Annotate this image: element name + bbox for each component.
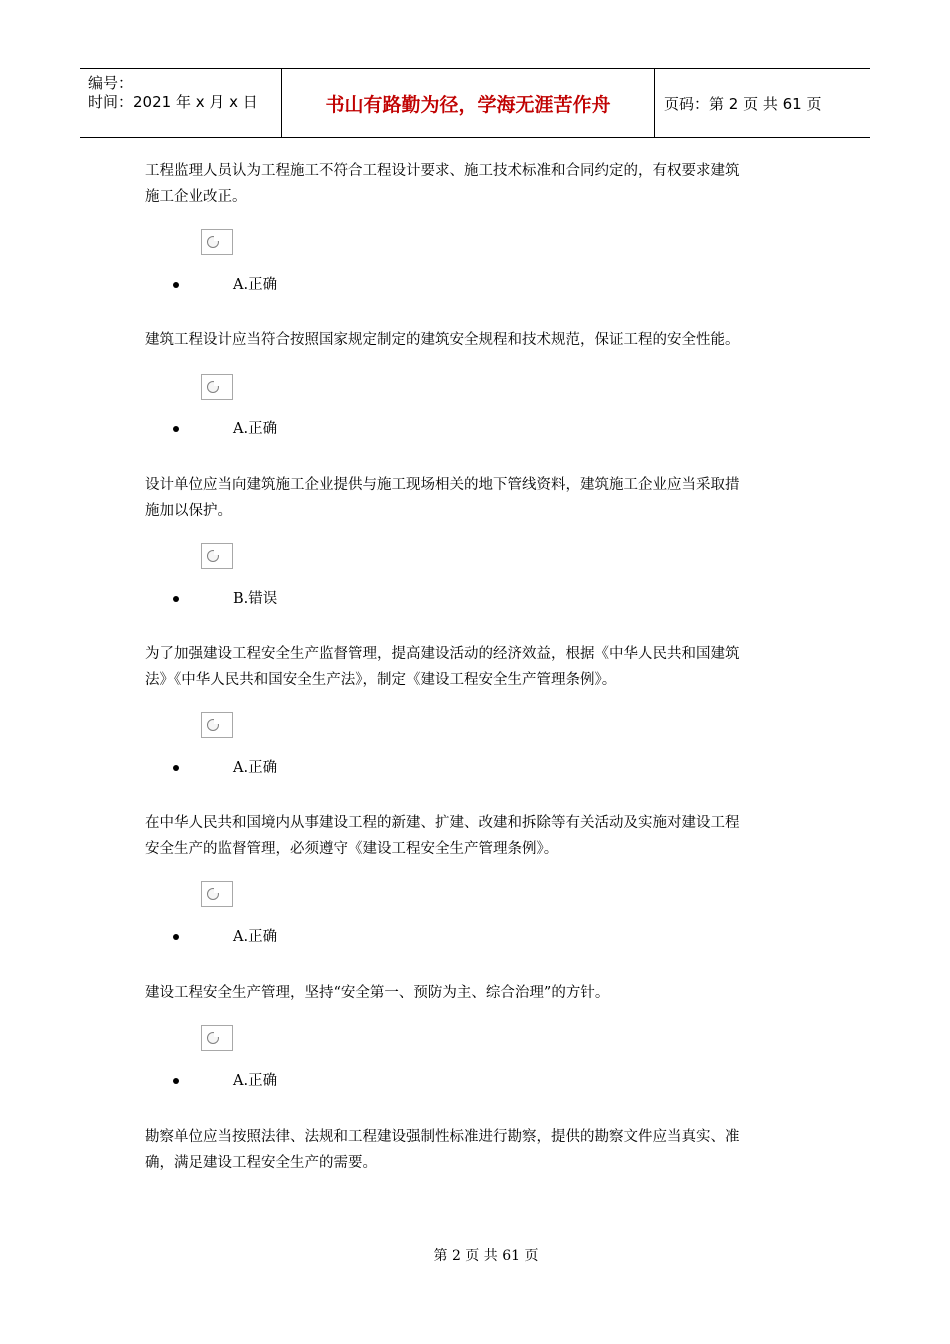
header-motto-cell xyxy=(282,69,655,137)
bullet-icon xyxy=(173,596,179,602)
bullet-icon xyxy=(173,1078,179,1084)
bullet-icon xyxy=(173,934,179,940)
question-line: 勘察单位应当按照法律、法规和工程建设强制性标准进行勘察，提供的勘察文件应当真实、准 xyxy=(145,1129,740,1145)
answer-option: A.正确 xyxy=(233,929,278,945)
bullet-icon xyxy=(173,765,179,771)
header-meta-cell xyxy=(80,69,282,137)
bullet-icon xyxy=(173,426,179,432)
question-line: 在中华人民共和国境内从事建设工程的新建、扩建、改建和拆除等有关活动及实施对建设工程 xyxy=(145,815,740,831)
question-text xyxy=(145,641,810,693)
question-line: 安全生产的监督管理，必须遵守《建设工程安全生产管理条例》。 xyxy=(145,841,559,857)
radio-circle-icon xyxy=(207,888,219,900)
question-text xyxy=(145,327,810,353)
question-line: 施加以保护。 xyxy=(145,503,232,519)
answer-option: A.正确 xyxy=(233,1073,278,1089)
header-motto: 书山有路勤为径，学海无涯苦作舟 xyxy=(325,94,611,116)
header-page-number: 页码：第 2 页 共 61 页 xyxy=(664,95,822,113)
header-page-cell xyxy=(655,69,870,137)
page-footer: 第 2 页 共 61 页 xyxy=(433,1248,539,1264)
answer-radio-button[interactable] xyxy=(201,1025,233,1051)
question-line: 建筑工程设计应当符合按照国家规定制定的建筑安全规程和技术规范，保证工程的安全性能。 xyxy=(145,332,740,348)
page-header xyxy=(80,68,870,138)
answer-radio-button[interactable] xyxy=(201,881,233,907)
radio-circle-icon xyxy=(207,236,219,248)
question-text xyxy=(145,1124,810,1176)
answer-radio-button[interactable] xyxy=(201,543,233,569)
answer-option: A.正确 xyxy=(233,421,278,437)
answer-option: A.正确 xyxy=(233,277,278,293)
radio-circle-icon xyxy=(207,550,219,562)
bullet-icon xyxy=(173,282,179,288)
question-line: 建设工程安全生产管理，坚持“安全第一、预防为主、综合治理”的方针。 xyxy=(145,985,610,1001)
question-line: 工程监理人员认为工程施工不符合工程设计要求、施工技术标准和合同约定的，有权要求建筑 xyxy=(145,163,740,179)
question-text xyxy=(145,810,810,862)
question-line: 法》《中华人民共和国安全生产法》，制定《建设工程安全生产管理条例》。 xyxy=(145,672,617,688)
answer-radio-button[interactable] xyxy=(201,374,233,400)
question-line: 设计单位应当向建筑施工企业提供与施工现场相关的地下管线资料，建筑施工企业应当采取措 xyxy=(145,477,740,493)
radio-circle-icon xyxy=(207,381,219,393)
question-text xyxy=(145,472,810,524)
question-line: 施工企业改正。 xyxy=(145,189,247,205)
header-serial-label: 编号： xyxy=(88,74,134,92)
question-line: 为了加强建设工程安全生产监督管理，提高建设活动的经济效益，根据《中华人民共和国建筑 xyxy=(145,646,740,662)
radio-circle-icon xyxy=(207,719,219,731)
question-line: 确，满足建设工程安全生产的需要。 xyxy=(145,1155,377,1171)
radio-circle-icon xyxy=(207,1032,219,1044)
question-text xyxy=(145,980,810,1006)
question-text xyxy=(145,158,810,210)
answer-radio-button[interactable] xyxy=(201,229,233,255)
header-date: 时间：2021 年 x 月 x 日 xyxy=(88,93,258,111)
answer-option: A.正确 xyxy=(233,760,278,776)
answer-radio-button[interactable] xyxy=(201,712,233,738)
answer-option: B.错误 xyxy=(233,591,278,607)
